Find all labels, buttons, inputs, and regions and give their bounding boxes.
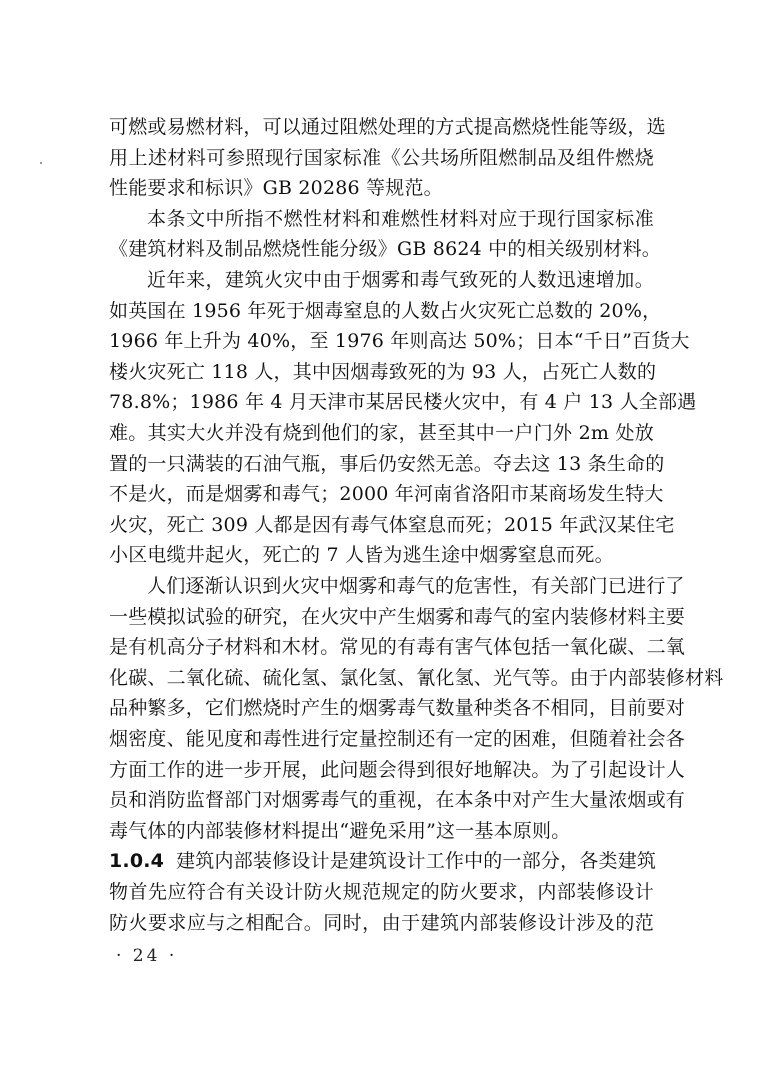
text-line: 78.8%；1986 年 4 月天津市某居民楼火灾中，有 4 户 13 人全部遇 bbox=[109, 391, 697, 414]
text-line: 建筑内部装修设计是建筑设计工作中的一部分，各类建筑 bbox=[176, 850, 657, 873]
page-number: · 24 · bbox=[116, 946, 178, 967]
text-line: 火灾，死亡 309 人都是因有毒气体窒息而死；2015 年武汉某住宅 bbox=[109, 513, 675, 536]
text-line: 防火要求应与之相配合。同时，由于建筑内部装修设计涉及的范 bbox=[109, 911, 654, 934]
text-line: 不是火，而是烟雾和毒气；2000 年河南省洛阳市某商场发生特大 bbox=[109, 483, 664, 506]
text-line: 近年来，建筑火灾中由于烟雾和毒气致死的人数迅速增加。 bbox=[147, 269, 654, 291]
text-line: 难。其实大火并没有烧到他们的家，甚至其中一户门外 2m 处放 bbox=[109, 422, 654, 444]
text-line: 物首先应符合有关设计防火规范规定的防火要求，内部装修设计 bbox=[109, 881, 654, 903]
text-line: 如英国在 1956 年死于烟毒窒息的人数占火灾死亡总数的 20%， bbox=[109, 299, 662, 322]
text-line: 烟密度、能见度和毒性进行定量控制还有一定的困难，但随着社会各 bbox=[109, 728, 686, 750]
text-line: 是有机高分子材料和木材。常见的有毒有害气体包括一氧化碳、二氧 bbox=[109, 636, 686, 659]
section-number: 1.0.4 bbox=[109, 850, 165, 873]
text-line: 品种繁多，它们燃烧时产生的烟雾毒气数量种类各不相同，目前要对 bbox=[109, 697, 686, 720]
text-line: 化碳、二氧化硫、硫化氢、氯化氢、氰化氢、光气等。由于内部装修材料 bbox=[109, 666, 724, 689]
text-line: 方面工作的进一步开展，此问题会得到很好地解决。为了引起设计人 bbox=[109, 758, 686, 781]
scan-speck bbox=[40, 162, 42, 164]
text-line: 《建筑材料及制品燃烧性能分级》GB 8624 中的相关级别材料。 bbox=[109, 238, 661, 261]
text-line: 一些模拟试验的研究，在火灾中产生烟雾和毒气的室内装修材料主要 bbox=[109, 605, 686, 628]
text-line: 可燃或易燃材料，可以通过阻燃处理的方式提高燃烧性能等级，选 bbox=[109, 116, 666, 138]
text-line: 用上述材料可参照现行国家标准《公共场所阻燃制品及组件燃烧 bbox=[109, 146, 654, 169]
section-line bbox=[109, 846, 657, 876]
text-line: 置的一只满装的石油气瓶，事后仍安然无恙。夺去这 13 条生命的 bbox=[109, 452, 665, 475]
text-line: 员和消防监督部门对烟雾毒气的重视，在本条中对产生大量浓烟或有 bbox=[109, 789, 686, 812]
text-line: 性能要求和标识》GB 20286 等规范。 bbox=[109, 177, 443, 200]
text-line: 楼火灾死亡 118 人，其中因烟毒致死的为 93 人，占死亡人数的 bbox=[109, 360, 657, 383]
text-line: 本条文中所指不燃性材料和难燃性材料对应于现行国家标准 bbox=[147, 207, 654, 230]
text-line: 毒气体的内部装修材料提出“避免采用”这一基本原则。 bbox=[109, 819, 571, 842]
text-line: 1966 年上升为 40%，至 1976 年则高达 50%；日本“千日”百货大 bbox=[109, 330, 690, 353]
text-line: 小区电缆井起火，死亡的 7 人皆为逃生途中烟雾窒息而死。 bbox=[109, 544, 614, 567]
text-line: 人们逐渐认识到火灾中烟雾和毒气的危害性，有关部门已进行了 bbox=[147, 575, 685, 597]
